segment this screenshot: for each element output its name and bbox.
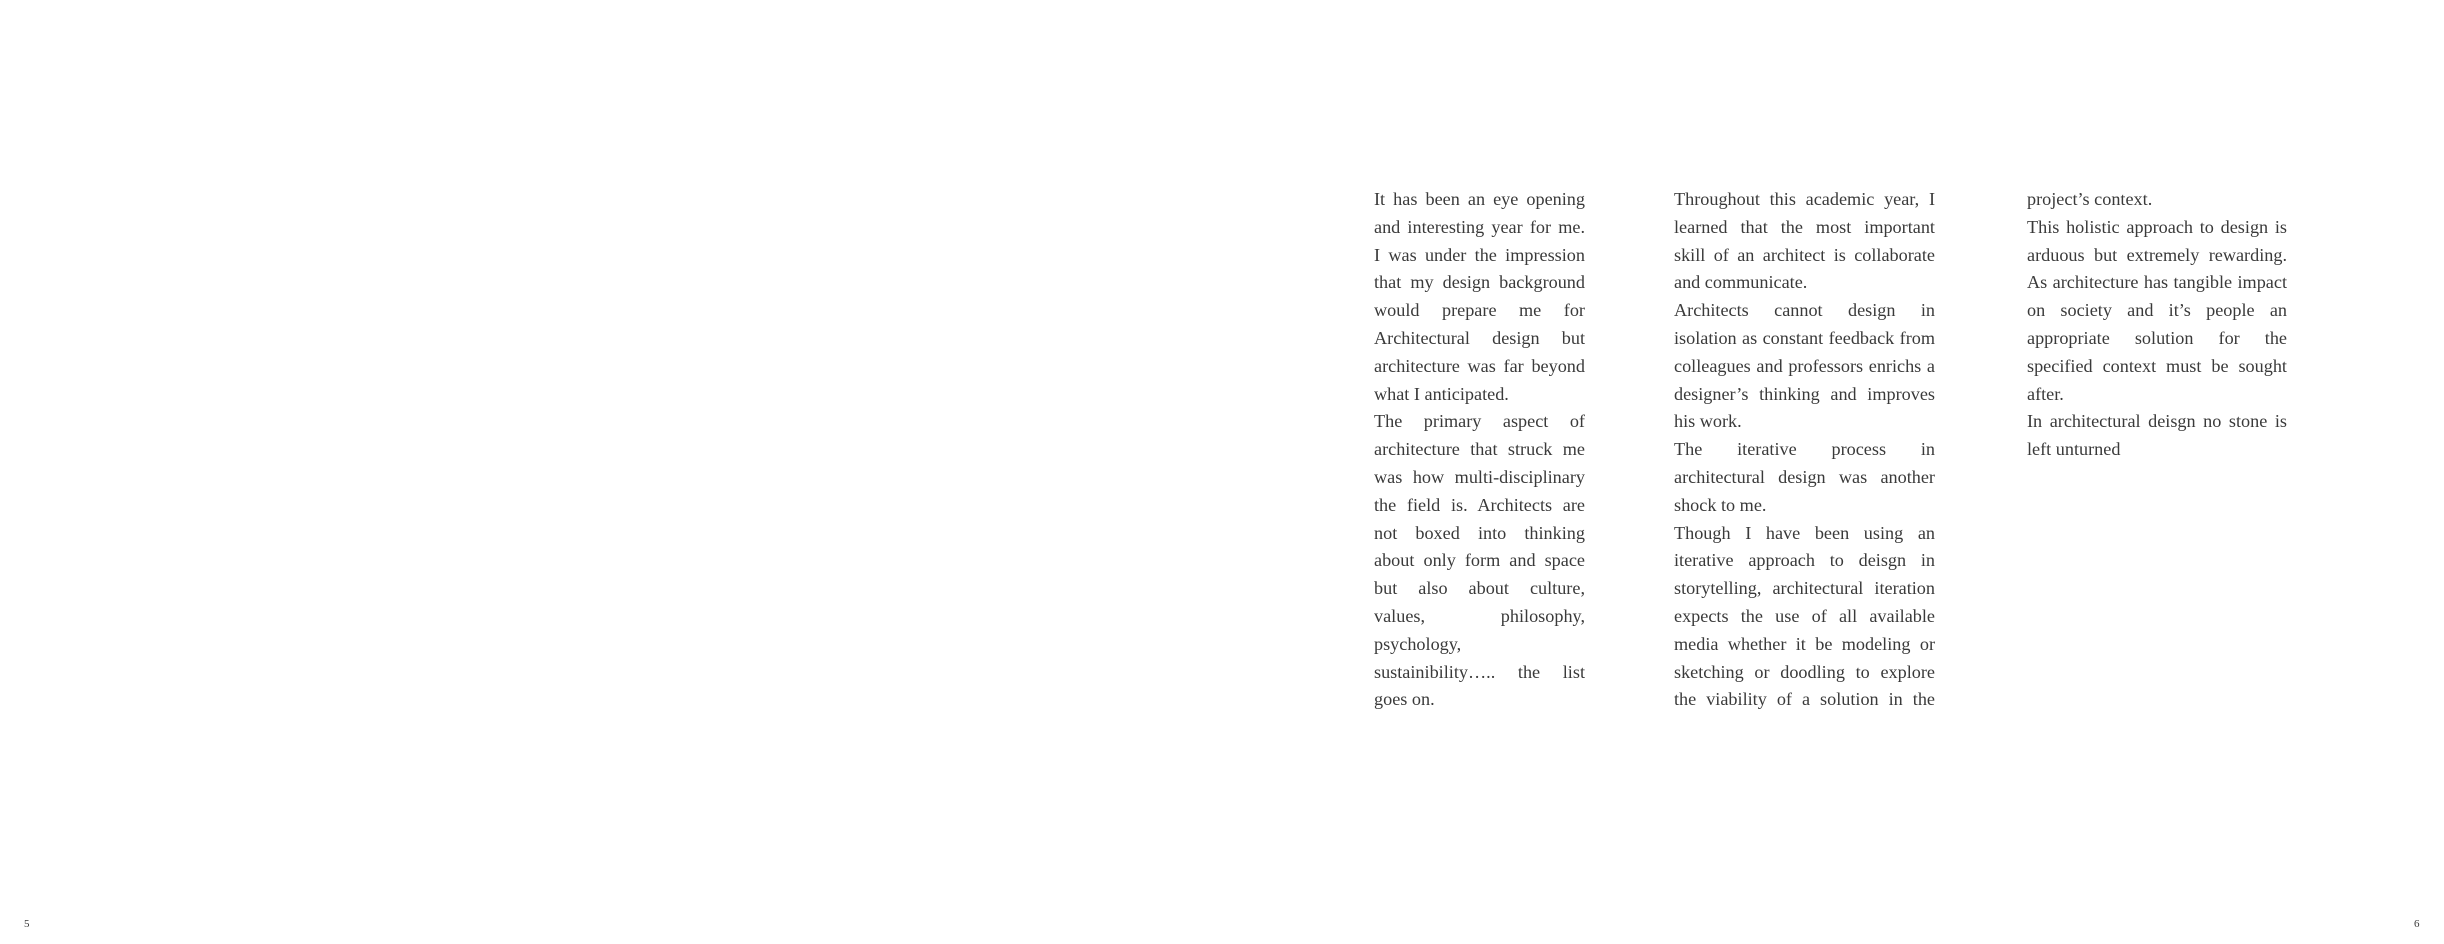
paragraph: Architects cannot design in isolation as constant feedback from colleagues and professors enrichs a designer’s thinking and improves his work. [1674, 300, 1935, 432]
text-column-2 [1674, 186, 1935, 714]
paragraph: project’s context. [2027, 189, 2153, 209]
page-number-right: 6 [2414, 918, 2420, 930]
paragraph: It has been an eye opening and interesting year for me. I was under the impression that my design background would prepare me for Architectural design but architecture was far beyond what I anticipated. [1374, 189, 1585, 404]
paragraph: The iterative process in architectural design was another shock to me. [1674, 439, 1935, 515]
page-number-left: 5 [24, 918, 30, 930]
text-column-3 [2027, 186, 2287, 464]
paragraph: The primary aspect of architecture that struck me was how multi-disciplinary the field is. Architects are not boxed into thinking about only form and space but also about culture, values, philosophy, psychology, sustainibility….. the list goes on. [1374, 411, 1585, 710]
paragraph: This holistic approach to design is arduous but extremely rewarding. As architecture has tangible impact on society and it’s people an appropriate solution for the specified context must be sought after. [2027, 216, 2287, 404]
text-column-1 [1374, 186, 1585, 714]
paragraph: Throughout this academic year, I learned that the most important skill of an architect is collaborate and communicate. [1674, 189, 1935, 293]
paragraph: Though I have been using an iterative approach to deisgn in storytelling, architectural iteration expects the use of all available media whether it be modeling or sketching or doodling to explore the viability of a solution in the [1674, 522, 1935, 710]
paragraph: In architectural deisgn no stone is left unturned [2027, 411, 2287, 460]
